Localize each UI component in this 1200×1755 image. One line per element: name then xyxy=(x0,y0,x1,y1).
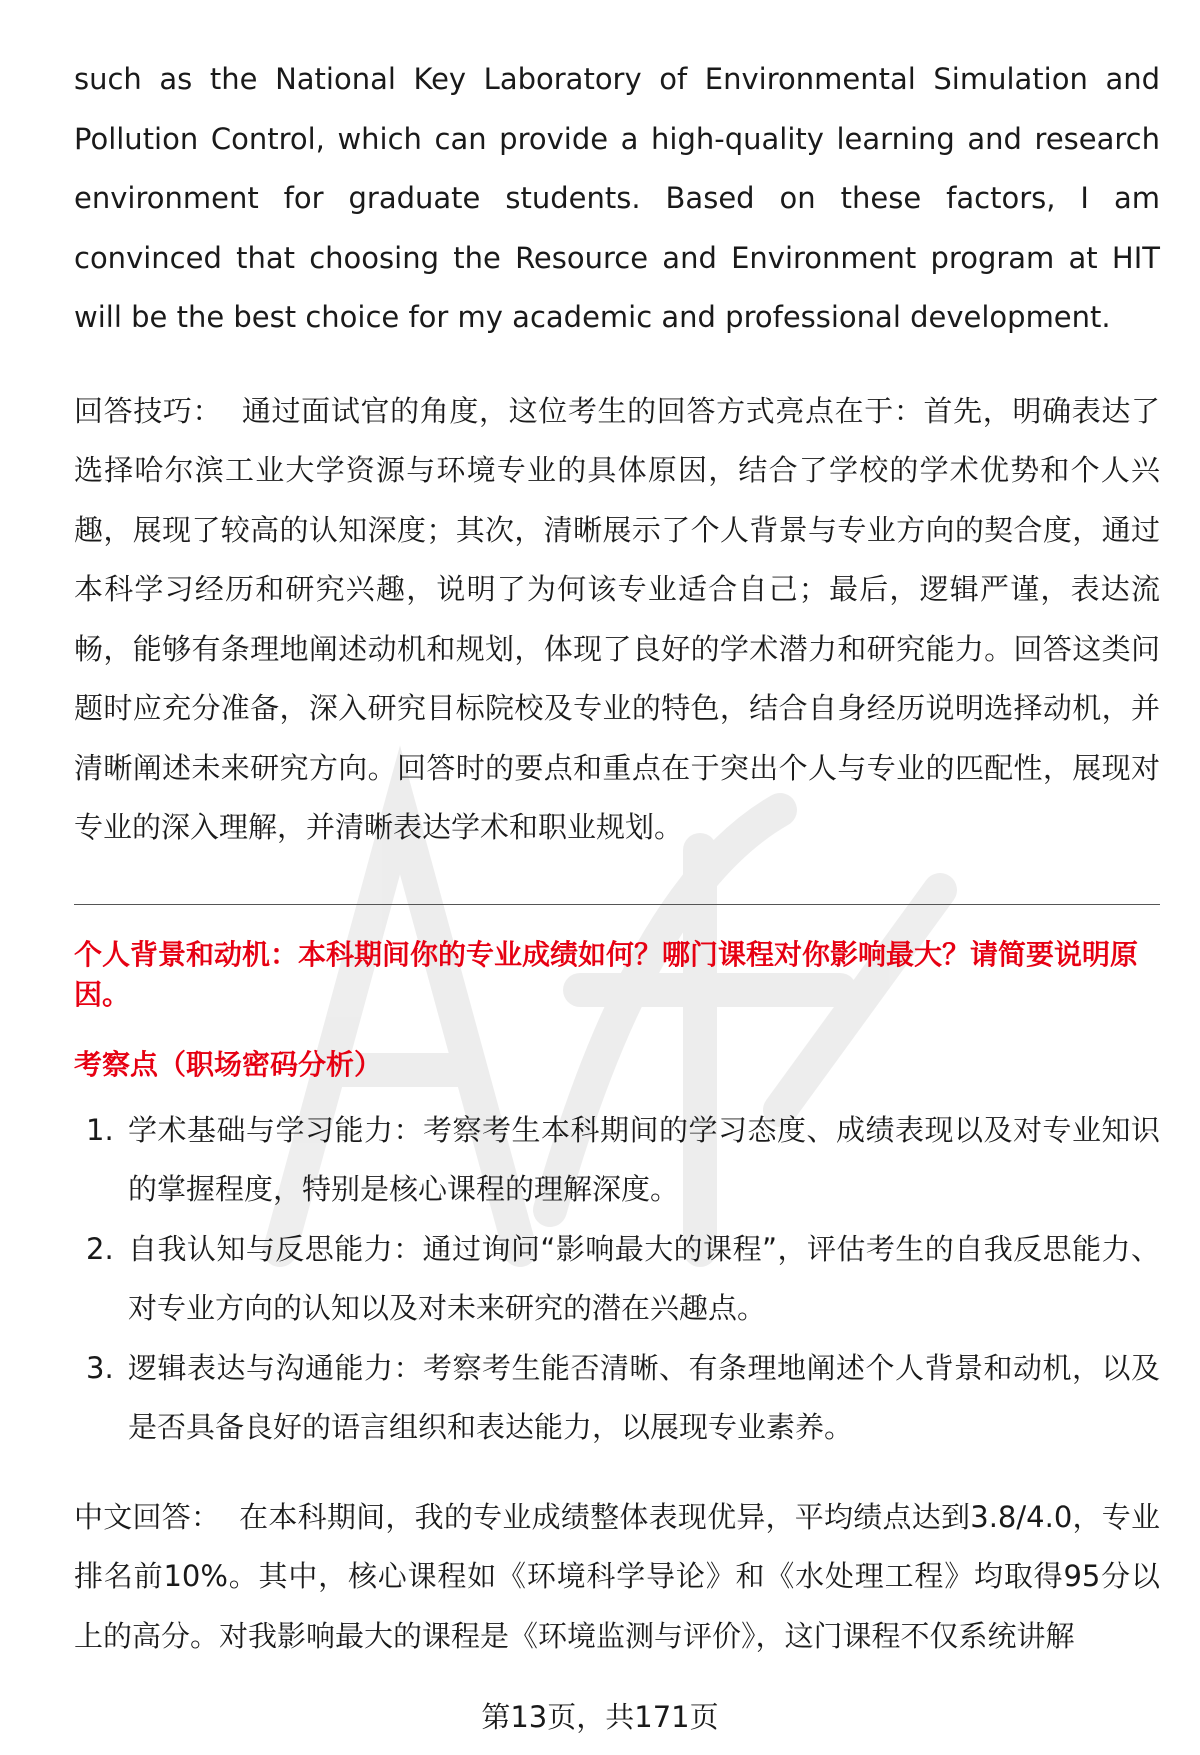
list-number: 3. xyxy=(86,1350,114,1385)
page-number-footer: 第13页，共171页 xyxy=(481,1700,719,1734)
tip-text: 通过面试官的角度，这位考生的回答方式亮点在于：首先，明确表达了选择哈尔滨工业大学资源与环境专业的具体原因，结合了学校的学术优势和个人兴趣，展现了较高的认知深度；其次，清晰展示了个人背景与专业方向的契合度，通过本科学习经历和研究兴趣，说明了为何该专业适合自己；最后，逻辑严谨，表达流畅，能够有条理地阐述动机和规划，体现了良好的学术潜力和研究能力。回答这类问题时应充分准备，深入研究目标院校及专业的特色，结合自身经历说明选择动机，并清晰阐述未来研究方向。回答时的要点和重点在于突出个人与专业的匹配性，展现对专业的深入理解，并清晰表达学术和职业规划。 xyxy=(74,393,1160,844)
list-item xyxy=(74,1101,1160,1220)
section-divider xyxy=(74,904,1160,905)
english-paragraph: such as the National Key Laboratory of Environmental Simulation and Pollution Control, which can provide a high-quality learning and research environment for graduate students. Based on these factors, I am convinced that choosing the Resource and Environment program at HIT will be the best choice for my academic and professional development. xyxy=(74,62,1160,334)
list-item-text: 自我认知与反思能力：通过询问“影响最大的课程”，评估考生的自我反思能力、对专业方向的认知以及对未来研究的潜在兴趣点。 xyxy=(128,1231,1160,1325)
answer-text: 在本科期间，我的专业成绩整体表现优异，平均绩点达到3.8/4.0，专业排名前10%。其中，核心课程如《环境科学导论》和《水处理工程》均取得95分以上的高分。对我影响最大的课程是《环境监测与评价》，这门课程不仅系统讲解 xyxy=(74,1499,1161,1653)
tip-paragraph xyxy=(74,382,1160,858)
list-item xyxy=(74,1220,1160,1339)
analysis-list xyxy=(74,1101,1160,1458)
answer-paragraph xyxy=(74,1488,1160,1667)
list-number: 1. xyxy=(86,1112,114,1147)
list-item xyxy=(74,1339,1160,1458)
list-item-text: 学术基础与学习能力：考察考生本科期间的学习态度、成绩表现以及对专业知识的掌握程度，特别是核心课程的理解深度。 xyxy=(128,1112,1160,1206)
analysis-title: 考察点（职场密码分析） xyxy=(74,1047,383,1081)
document-page xyxy=(74,50,1160,1666)
list-item-text: 逻辑表达与沟通能力：考察考生能否清晰、有条理地阐述个人背景和动机，以及是否具备良好的语言组织和表达能力，以展现专业素养。 xyxy=(128,1350,1160,1444)
list-number: 2. xyxy=(86,1231,114,1266)
tip-label: 回答技巧： xyxy=(74,393,223,428)
question-title: 个人背景和动机：本科期间你的专业成绩如何？哪门课程对你影响最大？请简要说明原因。 xyxy=(74,937,1139,1011)
answer-label: 中文回答： xyxy=(74,1499,221,1534)
